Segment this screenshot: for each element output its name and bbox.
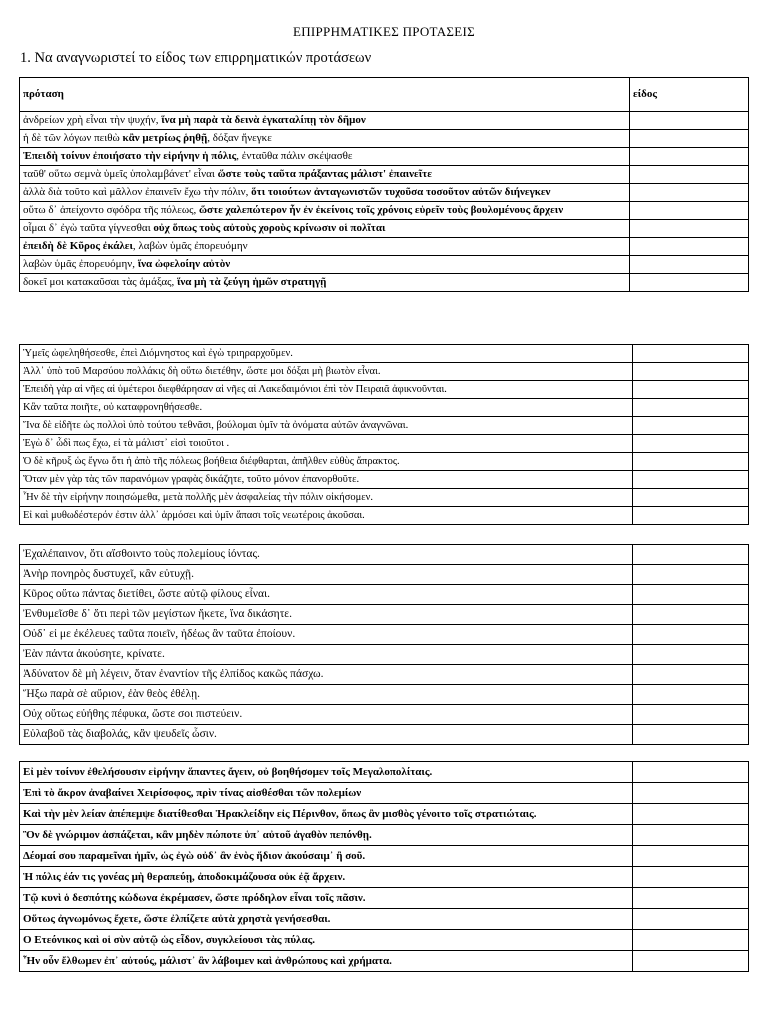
- sentence-cell: [20, 166, 630, 184]
- sentence-cell: Ἡ πόλις ἐάν τις γονέας μὴ θεραπεύῃ, ἀποδοκιμάζουσα οὐκ ἐᾷ ἄρχειν.: [20, 867, 633, 888]
- sentence-cell: [20, 256, 630, 274]
- sentence-cell: Ὁ δὲ κῆρυξ ὡς ἔγνω ὅτι ἡ ἀπὸ τῆς πόλεως βοήθεια διέφθαρται, ἀπῆλθεν εὐθὺς ἄπρακτος.: [20, 453, 633, 471]
- sentence-cell: [20, 148, 630, 166]
- answer-cell[interactable]: [633, 888, 749, 909]
- sentence-cell: Ἐχαλέπαινον, ὅτι αἴσθοιντο τοὺς πολεμίους ἰόντας.: [20, 545, 633, 565]
- table-row: [20, 645, 749, 665]
- sentence-cell: [20, 202, 630, 220]
- table-row: [20, 951, 749, 972]
- answer-cell[interactable]: [633, 489, 749, 507]
- sentence-cell: Κῦρος οὕτω πάντας διετίθει, ὥστε αὐτῷ φίλους εἶναι.: [20, 585, 633, 605]
- answer-cell[interactable]: [633, 825, 749, 846]
- exercise-table-4: [19, 761, 749, 972]
- table-row: [20, 888, 749, 909]
- table-row: [20, 417, 749, 435]
- sentence-cell: Εἰ μὲν τοίνυν ἐθελήσουσιν εἰρήνην ἅπαντες ἄγειν, οὐ βοηθήσομεν τοῖς Μεγαλοπολίταις.: [20, 762, 633, 783]
- answer-cell[interactable]: [633, 399, 749, 417]
- table-row: [20, 274, 749, 292]
- answer-cell[interactable]: [633, 685, 749, 705]
- sentence-cell: Ἀνὴρ πονηρὸς δυστυχεῖ, κἂν εὐτυχῇ.: [20, 565, 633, 585]
- answer-cell[interactable]: [633, 345, 749, 363]
- sentence-cell: Κἂν ταῦτα ποιῆτε, οὐ καταφρονηθήσεσθε.: [20, 399, 633, 417]
- sentence-cell: Ἦν οὖν ἔλθωμεν ἐπ᾽ αὐτούς, μάλιστ᾽ ἂν λάβοιμεν καὶ ἀνθρώπους καὶ χρήματα.: [20, 951, 633, 972]
- answer-cell[interactable]: [633, 507, 749, 525]
- table-row: [20, 130, 749, 148]
- sentence-cell: Δέομαί σου παραμεῖναι ἡμῖν, ὡς ἐγὼ οὐδ᾽ ἂν ἑνὸς ἥδιον ἀκούσαιμ᾽ ἢ σοῦ.: [20, 846, 633, 867]
- table-row: [20, 256, 749, 274]
- sentence-adverbial-clause: ὥστε τοὺς ταῦτα πράξαντας μάλιστ' ἐπαινεῖτε: [217, 168, 432, 180]
- sentence-cell: Οὐχ οὕτως εὐήθης πέφυκα, ὥστε σοι πιστεύειν.: [20, 705, 633, 725]
- answer-cell[interactable]: [630, 166, 749, 184]
- table-row: [20, 825, 749, 846]
- table-row: [20, 605, 749, 625]
- table-row: [20, 804, 749, 825]
- sentence-cell: [20, 184, 630, 202]
- sentence-adverbial-clause: ὥστε χαλεπώτερον ἦν ἐν ἐκείνοις τοῖς χρόνοις εὑρεῖν τοὺς βουλομένους ἄρχειν: [198, 204, 564, 216]
- answer-cell[interactable]: [633, 585, 749, 605]
- answer-cell[interactable]: [633, 545, 749, 565]
- answer-cell[interactable]: [633, 471, 749, 489]
- answer-cell[interactable]: [630, 112, 749, 130]
- answer-cell[interactable]: [633, 725, 749, 745]
- sentence-adverbial-clause: οὐχ ὅπως τοὺς αὐτοὺς χοροὺς κρίνωσιν οἱ πολῖται: [153, 222, 386, 234]
- table-row: [20, 202, 749, 220]
- sentence-cell: [20, 238, 630, 256]
- sentence-cell: Εἰ καὶ μυθωδέστερόν ἐστιν ἀλλ᾽ ἁρμόσει καὶ ὑμῖν ἅπασι τοῖς νεωτέροις ἀκοῦσαι.: [20, 507, 633, 525]
- answer-cell[interactable]: [630, 256, 749, 274]
- answer-cell[interactable]: [633, 867, 749, 888]
- header-type: είδος: [630, 78, 749, 112]
- sentence-main-clause-end: , δόξαν ἤνεγκε: [207, 132, 272, 144]
- page-title: ΕΠΙΡΡΗΜΑΤΙΚΕΣ ΠΡΟΤΑΣΕΙΣ: [292, 24, 476, 39]
- sentence-main-clause: οἶμαι δ᾽ ἐγὼ ταῦτα γίγνεσθαι: [23, 222, 154, 234]
- sentence-cell: Ὃν δὲ γνώριμον ἀσπάζεται, κἂν μηδὲν πώποτε ὑπ᾽ αὐτοῦ ἀγαθὸν πεπόνθῃ.: [20, 825, 633, 846]
- table-row: [20, 238, 749, 256]
- exercise-table-2: [19, 344, 749, 525]
- table-row: [20, 184, 749, 202]
- sentence-cell: Ἥξω παρὰ σὲ αὔριον, ἐὰν θεὸς ἐθέλῃ.: [20, 685, 633, 705]
- table-row: [20, 471, 749, 489]
- sentence-cell: Ἐπὶ τὸ ἄκρον ἀναβαίνει Χειρίσοφος, πρὶν τίνας αἰσθέσθαι τῶν πολεμίων: [20, 783, 633, 804]
- table-row: [20, 363, 749, 381]
- sentence-cell: Ἐνθυμεῖσθε δ᾽ ὅτι περὶ τῶν μεγίστων ἥκετε, ἵνα δικάσητε.: [20, 605, 633, 625]
- table-row: [20, 585, 749, 605]
- answer-cell[interactable]: [633, 705, 749, 725]
- answer-cell[interactable]: [630, 238, 749, 256]
- sentence-main-clause: λαβὼν ὑμᾶς ἐπορευόμην,: [23, 258, 138, 270]
- sentence-cell: Καὶ τὴν μὲν λείαν ἀπέπεμψε διατίθεσθαι Ἡρακλείδην εἰς Πέρινθον, ὅπως ἂν μισθὸς γένοιτο τοῖς στρατιώταις.: [20, 804, 633, 825]
- answer-cell[interactable]: [633, 605, 749, 625]
- table-row: [20, 148, 749, 166]
- table-row: [20, 846, 749, 867]
- table-row: [20, 909, 749, 930]
- sentence-cell: Οὐδ᾽ εἰ με ἐκέλευες ταῦτα ποιεῖν, ἡδέως ἂν ταῦτα ἐποίουν.: [20, 625, 633, 645]
- answer-cell[interactable]: [633, 846, 749, 867]
- table-row: [20, 112, 749, 130]
- sentence-adverbial-clause: ἵνα μὴ παρὰ τὰ δεινὰ ἐγκαταλίπῃ τὸν δῆμον: [161, 114, 366, 126]
- table-row: [20, 625, 749, 645]
- answer-cell[interactable]: [630, 130, 749, 148]
- sentence-adverbial-clause: ἐπειδὴ δὲ Κῦρος ἐκάλει: [23, 240, 133, 252]
- table-row: [20, 435, 749, 453]
- header-sentence: πρόταση: [20, 78, 630, 112]
- table-row: [20, 762, 749, 783]
- answer-cell[interactable]: [633, 951, 749, 972]
- sentence-cell: Τῷ κυνὶ ὁ δεσπότης κώδωνα ἐκρέμασεν, ὥστε πρόδηλον εἶναι τοῖς πᾶσιν.: [20, 888, 633, 909]
- table-row: [20, 507, 749, 525]
- table-row: [20, 725, 749, 745]
- sentence-cell: Ο Ετεόνικος καὶ οἱ σὺν αὐτῷ ὡς εἶδον, συγκλείουσι τὰς πύλας.: [20, 930, 633, 951]
- sentence-main-clause: ἡ δὲ τῶν λόγων πειθὼ: [23, 132, 123, 144]
- table-row: [20, 930, 749, 951]
- table-row: [20, 565, 749, 585]
- table-row: [20, 783, 749, 804]
- answer-cell[interactable]: [633, 625, 749, 645]
- answer-cell[interactable]: [630, 148, 749, 166]
- sentence-cell: Ὅταν μὲν γὰρ τὰς τῶν παρανόμων γραφὰς δικάζητε, τοῦτο μόνον ἐπανορθοῦτε.: [20, 471, 633, 489]
- sentence-cell: Ἀδύνατον δὲ μὴ λέγειν, ὅταν ἐναντίον τῆς ἐλπίδος κακῶς πάσχω.: [20, 665, 633, 685]
- answer-cell[interactable]: [633, 804, 749, 825]
- sentence-main-clause: δοκεῖ μοι κατακαῦσαι τὰς ἁμάξας,: [23, 276, 177, 288]
- answer-cell[interactable]: [630, 220, 749, 238]
- sentence-cell: Ἐὰν πάντα ἀκούσητε, κρίνατε.: [20, 645, 633, 665]
- answer-cell[interactable]: [633, 665, 749, 685]
- sentence-cell: Ἦν δὲ τὴν εἰρήνην ποιησώμεθα, μετὰ πολλῆς μὲν ἀσφαλείας τὴν πόλιν οἰκήσομεν.: [20, 489, 633, 507]
- sentence-cell: Οὕτως ἀγνωμόνως ἔχετε, ὥστε ἐλπίζετε αὐτὰ χρηστὰ γενήσεσθαι.: [20, 909, 633, 930]
- table-row: [20, 453, 749, 471]
- table-row: [20, 685, 749, 705]
- sentence-cell: [20, 130, 630, 148]
- answer-cell[interactable]: [633, 565, 749, 585]
- answer-cell[interactable]: [633, 930, 749, 951]
- sentence-main-clause: ἀνδρείων χρὴ εἶναι τὴν ψυχήν,: [23, 114, 162, 126]
- answer-cell[interactable]: [630, 202, 749, 220]
- sentence-cell: Ὑμεῖς ὠφεληθήσεσθε, ἐπεὶ Διόμνηστος καὶ ἐγὼ τριηραρχοῦμεν.: [20, 345, 633, 363]
- table-row: [20, 545, 749, 565]
- sentence-cell: Ἀλλ᾽ ὑπὸ τοῦ Μαρσύου πολλάκις δὴ οὕτω διετέθην, ὥστε μοι δόξαι μὴ βιωτὸν εἶναι.: [20, 363, 633, 381]
- table-row: [20, 166, 749, 184]
- answer-cell[interactable]: [633, 909, 749, 930]
- sentence-adverbial-clause: ἵνα μὴ τὰ ζεύγη ἡμῶν στρατηγῇ: [176, 276, 327, 288]
- table-row: [20, 705, 749, 725]
- table-row: [20, 399, 749, 417]
- answer-cell[interactable]: [633, 762, 749, 783]
- sentence-cell: Ἵνα δὲ εἰδῆτε ὡς πολλοὶ ὑπὸ τούτου τεθνᾶσι, βούλομαι ὑμῖν τὰ ὀνόματα αὐτῶν ἀναγνῶναι.: [20, 417, 633, 435]
- exercise-table-1: [19, 77, 749, 292]
- sentence-cell: Ἐπειδὴ γὰρ αἱ νῆες αἱ ὑμέτεροι διεφθάρησαν αἱ νῆες αἱ Λακεδαιμόνιοι ἐπὶ τὸν Πειραιᾶ ἀφικνοῦνται.: [20, 381, 633, 399]
- table-row: [20, 220, 749, 238]
- table-row: [20, 381, 749, 399]
- answer-cell[interactable]: [633, 363, 749, 381]
- sentence-adverbial-clause: Ἐπειδὴ τοίνυν ἐποιήσατο τὴν εἰρήνην ἡ πόλις: [23, 150, 237, 162]
- table-row: [20, 867, 749, 888]
- sentence-main-clause: οὕτω δ᾽ ἀπείχοντο σφόδρα τῆς πόλεως,: [23, 204, 199, 216]
- exercise-table-3: [19, 544, 749, 745]
- sentence-main-clause: ταῦθ' οὕτω σεμνὰ ὑμεῖς ὑπολαμβάνετ' εἶναι: [23, 168, 218, 180]
- sentence-cell: Εὐλαβοῦ τὰς διαβολάς, κἂν ψευδεῖς ὦσιν.: [20, 725, 633, 745]
- sentence-cell: [20, 274, 630, 292]
- sentence-cell: Ἐγὼ δ᾽ ὧδὶ πως ἔχω, εἰ τὰ μάλιστ᾽ εἰσὶ τοιοῦτοι .: [20, 435, 633, 453]
- sentence-cell: [20, 220, 630, 238]
- exercise-instruction: 1. Να αναγνωριστεί το είδος των επιρρηματικών προτάσεων: [20, 50, 372, 66]
- sentence-adverbial-clause: κἂν μετρίως ῥηθῇ: [122, 132, 208, 144]
- answer-cell[interactable]: [633, 783, 749, 804]
- sentence-main-clause-end: , λαβὼν ὑμᾶς ἐπορευόμην: [132, 240, 248, 252]
- sentence-cell: [20, 112, 630, 130]
- answer-cell[interactable]: [633, 381, 749, 399]
- sentence-adverbial-clause: ἵνα ὠφελοίην αὐτὸν: [137, 258, 231, 270]
- answer-cell[interactable]: [633, 417, 749, 435]
- table-header-row: [20, 78, 749, 112]
- answer-cell[interactable]: [630, 274, 749, 292]
- table-row: [20, 665, 749, 685]
- sentence-main-clause-end: , ἐνταῦθα πάλιν σκέψασθε: [236, 150, 353, 162]
- sentence-adverbial-clause: ὅτι τοιούτων ἀνταγωνιστῶν τυχοῦσα τοσοῦτον αὐτῶν διήνεγκεν: [251, 186, 551, 198]
- table-row: [20, 489, 749, 507]
- table-row: [20, 345, 749, 363]
- answer-cell[interactable]: [630, 184, 749, 202]
- answer-cell[interactable]: [633, 453, 749, 471]
- answer-cell[interactable]: [633, 645, 749, 665]
- sentence-main-clause: ἀλλὰ διὰ τοῦτο καὶ μᾶλλον ἐπαινεῖν ἔχω τὴν πόλιν,: [23, 186, 252, 198]
- answer-cell[interactable]: [633, 435, 749, 453]
